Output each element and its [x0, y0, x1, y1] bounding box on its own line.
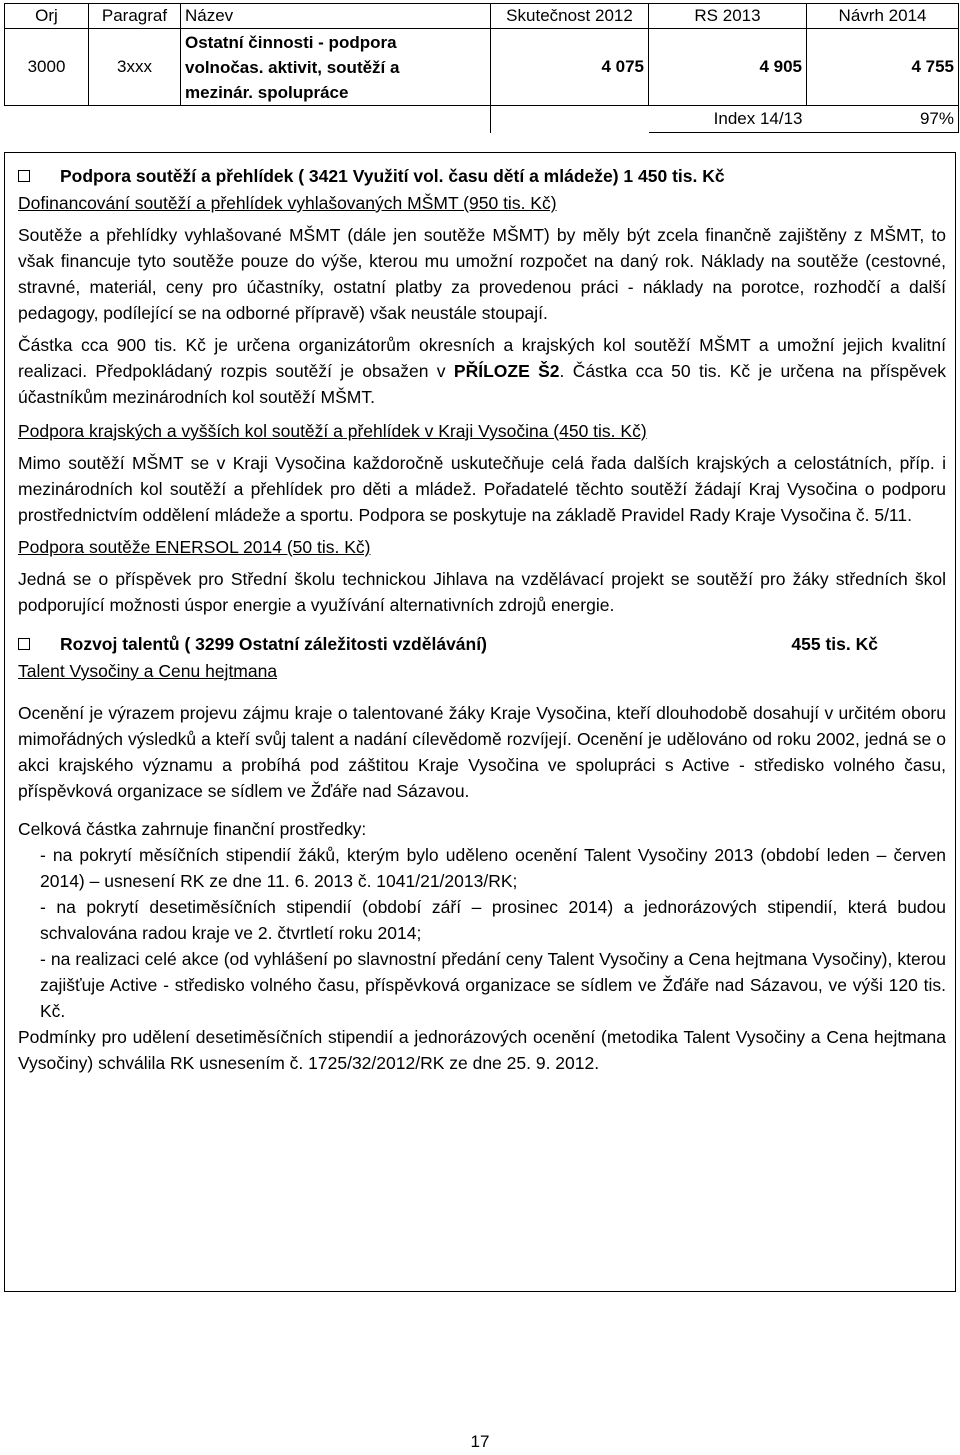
section2-paragraph-2: Celková částka zahrnuje finanční prostředky:: [18, 819, 367, 839]
nazev-line3: mezinár. spolupráce: [185, 82, 349, 102]
cell-rs: 4 905: [649, 29, 807, 106]
section1-paragraph-4: Jedná se o příspěvek pro Střední školu technickou Jihlava na vzdělávací projekt se soutěží pro žáky středních škol podporující možnosti úspor energie a využívání alternativních zdrojů energie.: [18, 569, 946, 615]
section1-paragraph-3: Mimo soutěží MŠMT se v Kraji Vysočina každoročně uskutečňuje celá řada dalších krajských a celostátních, příp. i mezinárodních kol soutěží a přehlídek pro děti a mládež. Pořadatelé těchto soutěží žádají Kraj Vysočina o podporu prostřednictvím oddělení mládeže a sportu. Podpora se poskytuje na základě Pravidel Rady Kraje Vysočina č. 5/11.: [18, 453, 946, 525]
section2-heading: [18, 630, 946, 658]
nazev-line1: Ostatní činnosti - podpora: [185, 32, 397, 52]
section1-paragraph-1: Soutěže a přehlídky vyhlašované MŠMT (dále jen soutěže MŠMT) by měly být zcela finančně zajištěny z MŠMT, to však financuje tyto soutěže pouze do výše, kterou mu umožní rozpočet na daný rok. Náklady na soutěže (cestovné, stravné, materiál, ceny pro účastníky, ostatní platby za provedenou práci - náklady na porotce, rozhodčí a další pedagogy, podílející se na odborné přípravě) však neustále stoupají.: [18, 225, 946, 323]
section1-subhead-3: Podpora soutěže ENERSOL 2014 (50 tis. Kč): [18, 537, 371, 557]
section1-paragraph-2: Částka cca 900 tis. Kč je určena organizátorům okresních a krajských kol soutěží MŠMT a umožní jejich kvalitní realizaci. Předpokládaný rozpis soutěží je obsažen v PŘÍLOZE Š2. Částka cca 50 tis. Kč je určena na příspěvek účastníkům mezinárodních kol soutěží MŠMT.: [18, 335, 946, 407]
cell-navrh: 4 755: [807, 29, 959, 106]
section1-subhead-2: Podpora krajských a vyšších kol soutěží a přehlídek v Kraji Vysočina (450 tis. Kč): [18, 421, 647, 441]
list-item: - na pokrytí měsíčních stipendií žáků, kterým bylo uděleno ocenění Talent Vysočiny 2013 (období leden – červen 2014) – usnesení RK ze dne 11. 6. 2013 č. 1041/21/2013/RK;: [40, 845, 946, 891]
header-paragraf: Paragraf: [89, 4, 181, 29]
index-row: [5, 106, 959, 133]
header-skutecnost: Skutečnost 2012: [491, 4, 649, 29]
header-orj: Orj: [5, 4, 89, 29]
index-value: 97%: [807, 106, 959, 133]
attachment-reference: PŘÍLOZE Š2: [453, 361, 560, 381]
section1-subhead: Dofinancování soutěží a přehlídek vyhlašovaných MŠMT (950 tis. Kč): [18, 193, 557, 213]
header-nazev: Název: [181, 4, 491, 29]
header-navrh: Návrh 2014: [807, 4, 959, 29]
table-header-row: [5, 4, 959, 29]
nazev-line2: volnočas. aktivit, soutěží a: [185, 57, 400, 77]
checkbox-bullet-icon: [18, 170, 30, 182]
index-label: Index 14/13: [649, 106, 807, 133]
section2-paragraph-3: Podmínky pro udělení desetiměsíčních stipendií a jednorázových ocenění (metodika Talent Vysočiny a Cena hejtmana Vysočiny) schválila RK usnesením č. 1725/32/2012/RK ze dne 25. 9. 2012.: [18, 1027, 946, 1073]
section2-paragraph-1: Ocenění je výrazem projevu zájmu kraje o talentované žáky Kraje Vysočina, kteří dlouhodobě dosahují v určitém oboru mimořádných výsledků a kteří svůj talent a nadání cílevědomě rozvíjejí. Ocenění je udělováno od roku 2002, jedná se o akci krajského významu a probíhá pod záštitou Kraje Vysočina ve spolupráci s Active - středisko volného času, příspěvková organizace se sídlem ve Žďáře nad Sázavou.: [18, 703, 946, 801]
cell-orj: 3000: [5, 29, 89, 106]
section1-heading: [18, 162, 946, 190]
page-number: 17: [470, 1432, 490, 1451]
header-rs: RS 2013: [649, 4, 807, 29]
cell-paragraf: 3xxx: [89, 29, 181, 106]
cell-nazev: [181, 29, 491, 106]
section2-title: Rozvoj talentů ( 3299 Ostatní záležitosti vzdělávání): [60, 634, 487, 654]
section2-subhead: Talent Vysočiny a Cenu hejtmana: [18, 661, 278, 681]
section2-amount: 455 tis. Kč: [791, 634, 878, 654]
cell-skutecnost: 4 075: [491, 29, 649, 106]
section1-title: Podpora soutěží a přehlídek ( 3421 Využití vol. času dětí a mládeže) 1 450 tis. Kč: [60, 166, 725, 186]
list-item: - na pokrytí desetiměsíčních stipendií (období září – prosinec 2014) a jednorázových stipendií, která budou schvalována radou kraje ve 2. čtvrtletí roku 2014;: [40, 897, 946, 943]
table-row: [5, 29, 959, 106]
budget-table: [4, 3, 959, 133]
list-item: - na realizaci celé akce (od vyhlášení po slavnostní předání ceny Talent Vysočiny a Cena hejtmana Vysočiny), kterou zajišťuje Active - středisko volného času, příspěvková organizace se sídlem ve Žďáře nad Sázavou, ve výši 120 tis. Kč.: [40, 949, 946, 1021]
content: [18, 160, 946, 1076]
checkbox-bullet-icon: [18, 638, 30, 650]
